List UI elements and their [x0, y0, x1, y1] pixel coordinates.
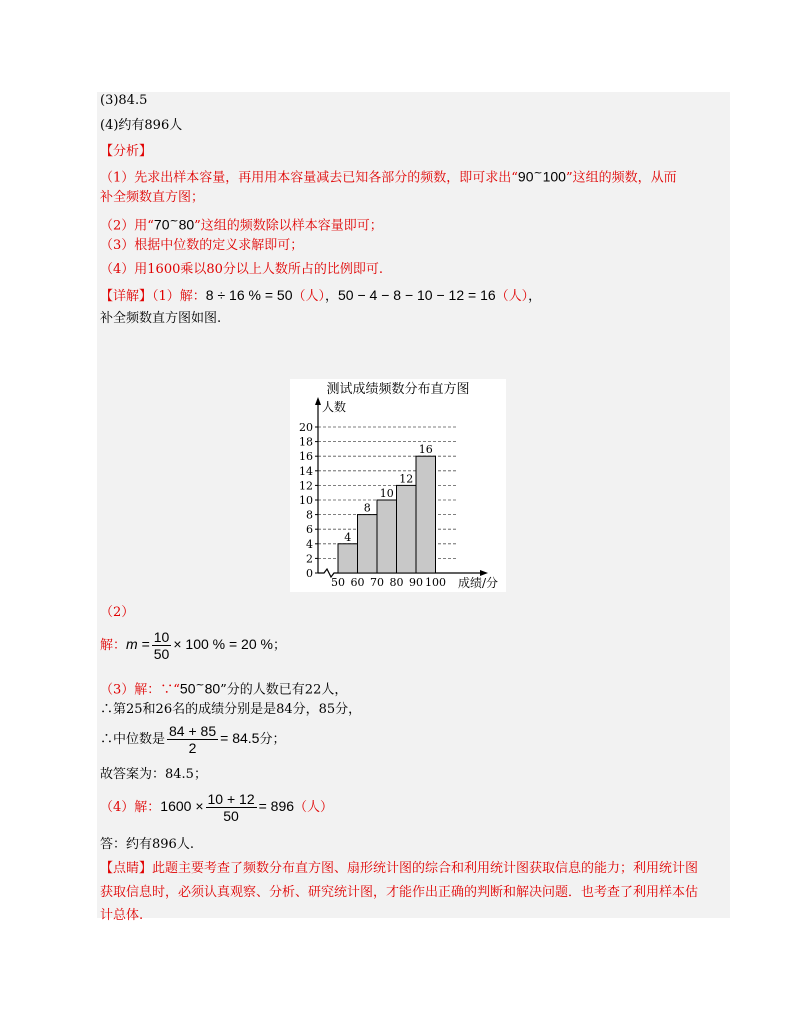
equals: = [137, 636, 150, 652]
tilde: ~ [169, 214, 179, 227]
part2-formula [100, 628, 286, 662]
detail-unit-2: （人） [495, 289, 529, 304]
bar-value-label: 12 [399, 472, 414, 486]
part3-text-b: ”分的人数已有22人， [220, 682, 348, 698]
y-tick-label: 18 [299, 435, 313, 449]
bar [358, 515, 378, 573]
bar [377, 500, 397, 573]
var-m: m [126, 636, 138, 652]
analysis-item-1-cont: 补全频数直方图； [100, 190, 205, 205]
bar-value-label: 8 [363, 501, 371, 515]
analysis-item-2-text-b: ”这组的频数除以样本容量即可； [194, 218, 383, 234]
detail-math-1: 8 ÷ 16 % = 50 [205, 287, 293, 303]
median-value: = 84.5 [220, 730, 260, 746]
bar-value-label: 10 [379, 487, 394, 500]
analysis-item-2-text-a: （2）用“ [100, 218, 154, 234]
part3-median-text: ∴中位数是 [100, 732, 166, 747]
answer-4: (4)约有896人 [100, 118, 183, 133]
comment-line-1 [100, 860, 698, 878]
part2-prefix: 解： [100, 638, 127, 653]
comment-line-2: 获取信息时，必须认真观察、分析、研究统计图，才能作出正确的判断和解决问题．也考查了利用样本估 [100, 885, 699, 900]
comment-text-1: 此题主要考查了频数分布直方图、扇形统计图的综合和利用统计图获取信息的能力；利用统计图 [152, 861, 699, 876]
detail-sep: ， [325, 289, 339, 304]
detail-line-2: 补全频数直方图如图. [100, 311, 222, 326]
bar [338, 544, 358, 573]
y-tick-label: 0 [306, 567, 313, 580]
range-end: 80 [178, 216, 195, 233]
detail-tag: 【详解】 [100, 289, 153, 304]
part3-unit: 分； [259, 732, 286, 747]
x-tick-label: 80 [389, 576, 404, 589]
comment-tag: 【点睛】 [100, 861, 153, 876]
analysis-item-1-text-a: （1）先求出样本容量，再用用本容量减去已知各部分的频数，即可求出“ [100, 170, 518, 186]
x-tick-label: 50 [331, 576, 345, 589]
y-axis-arrow [315, 397, 321, 405]
y-tick-label: 20 [299, 421, 313, 434]
detail-end: ， [528, 289, 542, 304]
bar-value-label: 4 [344, 530, 352, 544]
analysis-item-1 [100, 164, 677, 187]
tilde: ~ [195, 678, 205, 691]
range-start: 50 [179, 680, 196, 697]
x-axis-label: 成绩/分 [458, 576, 499, 590]
denominator: 50 [223, 808, 239, 824]
comment-line-3: 计总体. [100, 908, 144, 923]
detail-text: （1）解： [152, 289, 206, 304]
bar [416, 456, 436, 573]
median-fraction [167, 723, 218, 756]
y-tick-label: 14 [299, 464, 313, 478]
part3-line-4: 故答案为：84.5； [100, 767, 207, 782]
x-tick-label: 60 [350, 576, 365, 589]
part4-fraction [206, 791, 257, 824]
fraction [152, 629, 172, 662]
y-tick-label: 2 [306, 552, 313, 566]
part2-label: （2） [100, 605, 135, 620]
x-tick-label: 90 [409, 576, 423, 589]
part3-text-a: （3）解：∵“ [100, 682, 180, 698]
chart-title: 测试成绩频数分布直方图 [326, 382, 470, 397]
part4-math-2: = 896 [258, 798, 295, 814]
numerator: 84 + 85 [169, 723, 217, 739]
numerator: 10 [153, 629, 170, 645]
analysis-item-2 [100, 212, 383, 235]
bar [397, 485, 417, 573]
y-tick-label: 16 [299, 450, 313, 464]
part3-line-1 [100, 676, 347, 699]
part3-line-2: ∴第25和26名的成绩分别是是84分，85分， [100, 702, 362, 717]
part2-rest: × 100 % = 20 % [173, 636, 273, 652]
y-tick-label: 6 [306, 523, 313, 537]
tilde: ~ [533, 166, 543, 179]
part4-formula [100, 790, 333, 824]
range-start: 70 [153, 216, 170, 233]
y-tick-label: 10 [299, 494, 313, 507]
denominator: 50 [153, 646, 170, 662]
analysis-item-1-text-b: ”这组的频数，从而 [565, 170, 677, 186]
numerator: 10 + 12 [207, 791, 255, 807]
part4-answer: 答：约有896人. [100, 837, 194, 852]
part4-text: （4）解： [100, 800, 161, 815]
y-tick-label: 12 [299, 479, 313, 493]
detail-line-1 [100, 286, 541, 306]
analysis-item-3: （3）根据中位数的定义求解即可； [100, 238, 304, 253]
range-end: 100 [542, 168, 566, 185]
x-tick-label: 70 [370, 576, 384, 589]
part2-end: ； [272, 638, 286, 653]
part4-unit: （人） [294, 800, 334, 815]
part3-line-3 [100, 722, 285, 756]
answer-3: (3)84.5 [100, 93, 148, 108]
histogram-chart [290, 379, 506, 592]
y-axis-label: 人数 [322, 400, 347, 414]
histogram-figure [290, 379, 506, 592]
analysis-tag: 【分析】 [100, 144, 153, 159]
analysis-item-4: （4）用1600乘以80分以上人数所占的比例即可. [100, 262, 384, 277]
range-start: 90 [517, 168, 534, 185]
x-tick-label: 100 [425, 576, 446, 589]
y-tick-label: 4 [306, 537, 313, 551]
range-end: 80 [204, 680, 221, 697]
denominator: 2 [188, 740, 197, 756]
bar-value-label: 16 [418, 443, 433, 457]
y-tick-label: 8 [306, 508, 313, 522]
detail-math-2: 50 − 4 − 8 − 10 − 12 = 16 [338, 287, 496, 303]
detail-unit-1: （人） [292, 289, 325, 304]
part4-math-1: 1600 × [160, 798, 204, 814]
